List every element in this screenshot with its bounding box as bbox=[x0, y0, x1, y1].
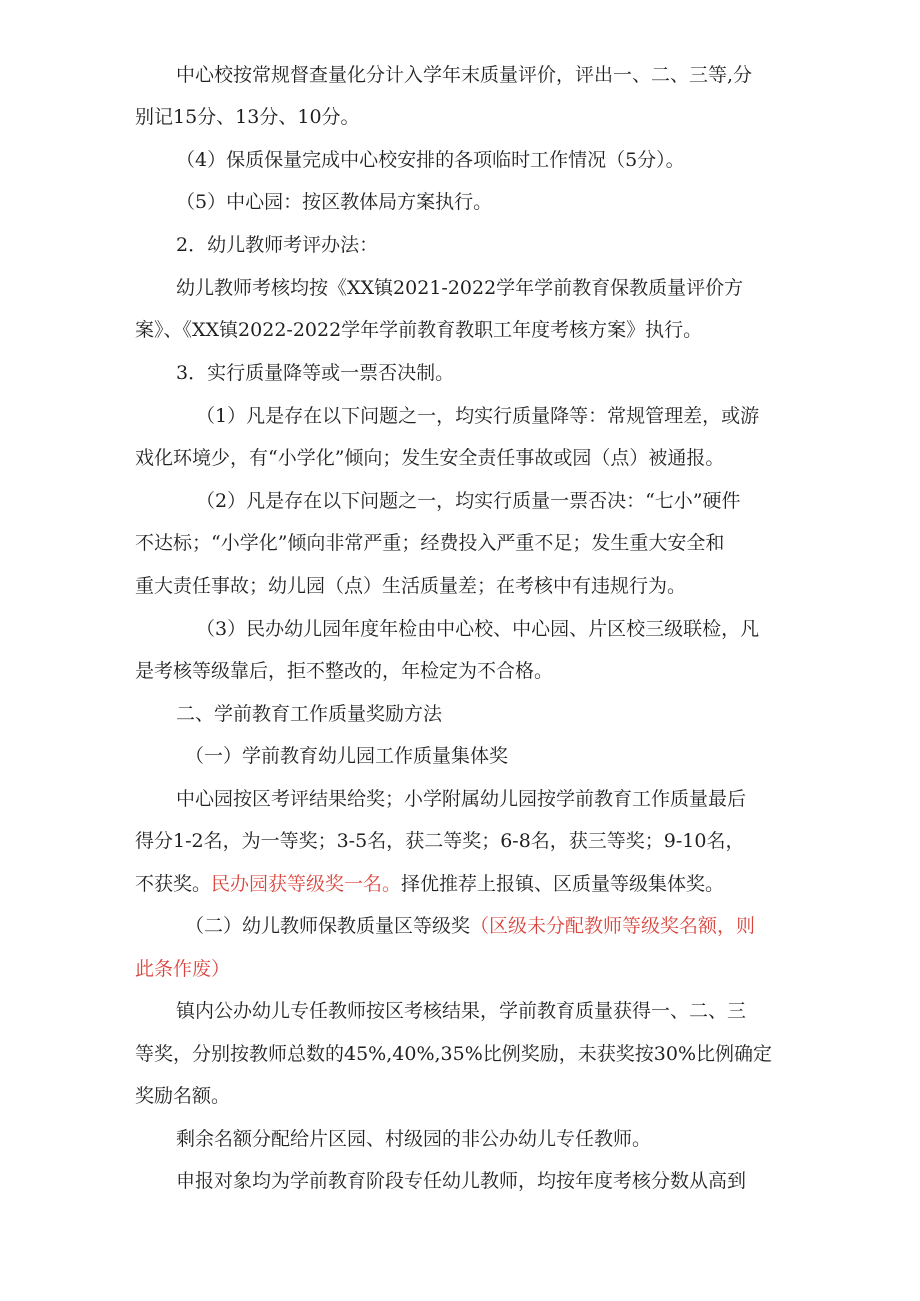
highlighted-text: 民办园获等级奖一名。 bbox=[211, 873, 402, 895]
paragraph-line: 别记15分、13分、10分。 bbox=[135, 106, 360, 128]
paragraph-line bbox=[135, 871, 724, 897]
list-item-2: （2）凡是存在以下问题之一，均实行质量一票否决：“七小”硬件 bbox=[196, 490, 741, 512]
list-item-4: （4）保质保量完成中心校安排的各项临时工作情况（5分）。 bbox=[176, 149, 685, 171]
line-text: 不获奖。 bbox=[135, 873, 212, 895]
section-heading-2: 2．幼儿教师考评办法： bbox=[176, 234, 379, 256]
highlighted-note: （区级未分配教师等级奖名额，则 bbox=[470, 915, 756, 937]
list-item-1: （1）凡是存在以下问题之一，均实行质量降等：常规管理差，或游 bbox=[196, 405, 760, 427]
paragraph-line: 奖励名额。 bbox=[135, 1085, 231, 1107]
section-heading-3: 3．实行质量降等或一票否决制。 bbox=[176, 362, 455, 384]
paragraph-line: 剩余名额分配给片区园、村级园的非公办幼儿专任教师。 bbox=[176, 1128, 652, 1150]
paragraph-line: 中心园按区考评结果给奖；小学附属幼儿园按学前教育工作质量最后 bbox=[176, 788, 747, 810]
line-text: 择优推荐上报镇、区质量等级集体奖。 bbox=[401, 873, 725, 895]
paragraph-line: 等奖，分别按教师总数的45%,40%,35%比例奖励，未获奖按30%比例确定 bbox=[135, 1043, 773, 1065]
line-text: （二）幼儿教师保教质量区等级奖 bbox=[185, 915, 471, 937]
highlighted-note: 此条作废） bbox=[135, 958, 231, 980]
paragraph-line: 重大责任事故；幼儿园（点）生活质量差；在考核中有违规行为。 bbox=[135, 575, 687, 597]
list-item-5: （5）中心园：按区教体局方案执行。 bbox=[176, 191, 493, 213]
section-heading-ii: 二、学前教育工作质量奖励方法 bbox=[176, 703, 443, 725]
paragraph-line: 镇内公办幼儿专任教师按区考核结果，学前教育质量获得一、二、三 bbox=[176, 1000, 747, 1022]
paragraph-line: 幼儿教师考核均按《XX镇2021-2022学年学前教育保教质量评价方 bbox=[176, 277, 744, 299]
list-item-3: （3）民办幼儿园年度年检由中心校、中心园、片区校三级联检，凡 bbox=[196, 618, 760, 640]
paragraph-line: 中心校按常规督查量化分计入学年末质量评价，评出一、二、三等,分 bbox=[176, 64, 753, 86]
paragraph-line: 戏化环境少，有“小学化”倾向；发生安全责任事故或园（点）被通报。 bbox=[135, 447, 725, 469]
paragraph-line: 得分1-2名，为一等奖；3-5名，获二等奖；6-8名，获三等奖；9-10名， bbox=[135, 830, 745, 852]
paragraph-line: 申报对象均为学前教育阶段专任幼儿教师，均按年度考核分数从高到 bbox=[176, 1170, 747, 1192]
subsection-heading-1: （一）学前教育幼儿园工作质量集体奖 bbox=[185, 745, 509, 767]
paragraph-line: 是考核等级靠后，拒不整改的，年检定为不合格。 bbox=[135, 660, 554, 682]
subsection-heading-2 bbox=[185, 913, 755, 939]
paragraph-line: 案》、《XX镇2022-2022学年学前教育教职工年度考核方案》执行。 bbox=[135, 319, 703, 341]
paragraph-line: 不达标；“小学化”倾向非常严重；经费投入严重不足；发生重大安全和 bbox=[135, 532, 725, 554]
